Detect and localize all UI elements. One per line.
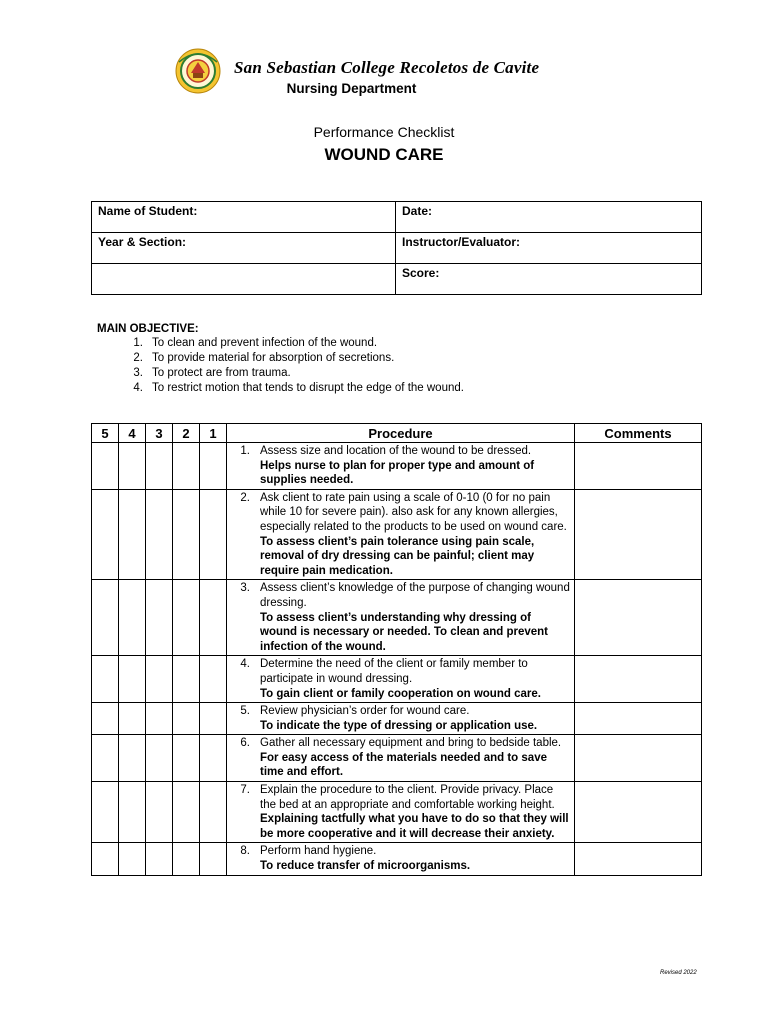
step-number: 7. <box>240 784 250 797</box>
blank-field <box>92 264 396 295</box>
step-text <box>260 581 570 654</box>
step-text <box>260 491 570 579</box>
table-row <box>92 489 702 580</box>
table-row <box>92 703 702 735</box>
objective-item: 1. To clean and prevent infection of the wound. <box>133 337 378 349</box>
step-action: Assess size and location of the wound to be dressed. <box>260 445 532 457</box>
score-cell-2[interactable] <box>173 703 200 735</box>
score-cell-4[interactable] <box>119 580 146 656</box>
step-action: Explain the procedure to the client. Provide privacy. Place the bed at an appropriate and comfortable working height. <box>260 784 555 811</box>
step-rationale: To indicate the type of dressing or application use. <box>260 719 538 732</box>
step-action: Perform hand hygiene. <box>260 845 377 858</box>
score-cell-2[interactable] <box>173 656 200 703</box>
score-cell-2[interactable] <box>173 443 200 490</box>
score-cell-4[interactable] <box>119 843 146 875</box>
procedure-step <box>233 704 570 733</box>
procedure-cell <box>227 656 575 703</box>
student-info-table <box>91 201 702 295</box>
score-cell-3[interactable] <box>146 443 173 490</box>
revised-note: Revised 2022 <box>660 970 697 976</box>
step-text <box>260 783 570 841</box>
college-name: San Sebastian College Recoletos de Cavite <box>234 58 540 77</box>
score-cell-2[interactable] <box>173 843 200 875</box>
step-rationale: Explaining tactfully what you have to do so that they will be more cooperative and it will decrease their anxiety. <box>260 813 569 840</box>
score-cell-3[interactable] <box>146 489 173 580</box>
step-text <box>260 704 570 733</box>
objective-label: MAIN OBJECTIVE: <box>97 323 199 335</box>
procedure-step <box>233 844 570 873</box>
procedure-step <box>233 783 570 841</box>
score-cell-4[interactable] <box>119 443 146 490</box>
score-cell-2[interactable] <box>173 489 200 580</box>
step-action: Ask client to rate pain using a scale of 0-10 (0 for no pain while 10 for severe pain). also ask for any known allergies, especially related to the products to be used on wound care. <box>260 491 567 533</box>
score-cell-5[interactable] <box>92 443 119 490</box>
objective-item: 2. To provide material for absorption of secretions. <box>133 352 395 364</box>
date-field[interactable]: Date: <box>396 202 702 233</box>
score-cell-5[interactable] <box>92 735 119 782</box>
objective-list <box>97 336 464 396</box>
step-number: 1. <box>240 445 250 457</box>
score-cell-1[interactable] <box>200 782 227 843</box>
department-name: Nursing Department <box>286 81 417 96</box>
score-cell-5[interactable] <box>92 580 119 656</box>
main-objective <box>97 323 464 396</box>
procedure-step <box>233 581 570 654</box>
step-text <box>260 444 570 488</box>
instructor-field[interactable]: Instructor/Evaluator: <box>396 233 702 264</box>
table-row <box>92 656 702 703</box>
comments-cell[interactable] <box>575 703 702 735</box>
procedure-step <box>233 444 570 488</box>
table-header-row <box>92 424 702 443</box>
procedure-cell <box>227 782 575 843</box>
score-cell-3[interactable] <box>146 782 173 843</box>
procedure-cell <box>227 843 575 875</box>
procedure-step <box>233 491 570 579</box>
step-number: 2. <box>240 491 250 504</box>
document-title: WOUND CARE <box>324 145 444 164</box>
step-action: Gather all necessary equipment and bring to bedside table. <box>260 737 562 750</box>
score-cell-5[interactable] <box>92 843 119 875</box>
step-number: 3. <box>240 582 250 595</box>
document-subtitle: Performance Checklist <box>313 124 455 140</box>
procedure-header: Procedure <box>227 424 575 443</box>
procedure-cell <box>227 703 575 735</box>
score-cell-5[interactable] <box>92 782 119 843</box>
procedure-checklist-table <box>91 423 702 876</box>
procedure-cell <box>227 735 575 782</box>
comments-header: Comments <box>575 424 702 443</box>
score-cell-4[interactable] <box>119 656 146 703</box>
score-header-3: 3 <box>146 424 173 443</box>
comments-cell[interactable] <box>575 843 702 875</box>
step-number: 6. <box>240 737 250 750</box>
step-action: Determine the need of the client or family member to participate in wound dressing. <box>260 658 528 685</box>
score-header-2: 2 <box>173 424 200 443</box>
objective-item: 4. To restrict motion that tends to disrupt the edge of the wound. <box>133 382 464 394</box>
score-field[interactable]: Score: <box>396 264 702 295</box>
comments-cell[interactable] <box>575 656 702 703</box>
procedure-cell <box>227 443 575 490</box>
table-row <box>92 735 702 782</box>
procedure-cell <box>227 489 575 580</box>
table-row <box>92 782 702 843</box>
comments-cell[interactable] <box>575 580 702 656</box>
comments-cell[interactable] <box>575 735 702 782</box>
name-of-student-field[interactable]: Name of Student: <box>92 202 396 233</box>
objective-item: 3. To protect are from trauma. <box>133 367 291 379</box>
score-cell-3[interactable] <box>146 703 173 735</box>
step-text <box>260 736 570 780</box>
step-text <box>260 657 570 701</box>
procedure-cell <box>227 580 575 656</box>
score-cell-1[interactable] <box>200 843 227 875</box>
step-rationale: Helps nurse to plan for proper type and amount of supplies needed. <box>260 459 535 487</box>
score-cell-1[interactable] <box>200 735 227 782</box>
step-rationale: For easy access of the materials needed and to save time and effort. <box>260 751 547 779</box>
score-cell-3[interactable] <box>146 735 173 782</box>
procedure-rows <box>92 443 702 876</box>
step-action: Review physician’s order for wound care. <box>260 705 470 718</box>
score-cell-1[interactable] <box>200 443 227 490</box>
step-text <box>260 844 570 873</box>
score-cell-4[interactable] <box>119 782 146 843</box>
step-number: 5. <box>240 705 250 718</box>
score-cell-4[interactable] <box>119 489 146 580</box>
comments-cell[interactable] <box>575 489 702 580</box>
score-cell-5[interactable] <box>92 656 119 703</box>
step-number: 4. <box>240 658 250 671</box>
college-seal-icon <box>175 48 221 94</box>
score-cell-5[interactable] <box>92 703 119 735</box>
procedure-step <box>233 657 570 701</box>
score-cell-3[interactable] <box>146 843 173 875</box>
score-cell-4[interactable] <box>119 703 146 735</box>
step-rationale: To reduce transfer of microorganisms. <box>260 860 471 873</box>
table-row <box>92 843 702 875</box>
comments-cell[interactable] <box>575 443 702 490</box>
score-cell-2[interactable] <box>173 580 200 656</box>
procedure-step <box>233 736 570 780</box>
score-cell-5[interactable] <box>92 489 119 580</box>
step-rationale: To gain client or family cooperation on wound care. <box>260 687 541 700</box>
score-cell-3[interactable] <box>146 580 173 656</box>
score-header-1: 1 <box>200 424 227 443</box>
step-rationale: To assess client’s pain tolerance using pain scale, removal of dry dressing can be painful; client may require pain medication. <box>260 535 535 577</box>
year-section-field[interactable]: Year & Section: <box>92 233 396 264</box>
document-header <box>0 44 768 104</box>
score-cell-1[interactable] <box>200 703 227 735</box>
step-action: Assess client’s knowledge of the purpose of changing wound dressing. <box>260 582 570 609</box>
score-cell-4[interactable] <box>119 735 146 782</box>
score-cell-2[interactable] <box>173 735 200 782</box>
score-cell-1[interactable] <box>200 656 227 703</box>
step-number: 8. <box>240 845 250 858</box>
score-header-5: 5 <box>92 424 119 443</box>
score-cell-1[interactable] <box>200 489 227 580</box>
score-cell-2[interactable] <box>173 782 200 843</box>
score-cell-3[interactable] <box>146 656 173 703</box>
table-row <box>92 580 702 656</box>
step-rationale: To assess client’s understanding why dressing of wound is necessary or needed. To clean and prevent infection of the wound. <box>260 611 549 653</box>
score-header-4: 4 <box>119 424 146 443</box>
table-row <box>92 443 702 490</box>
comments-cell[interactable] <box>575 782 702 843</box>
score-cell-1[interactable] <box>200 580 227 656</box>
